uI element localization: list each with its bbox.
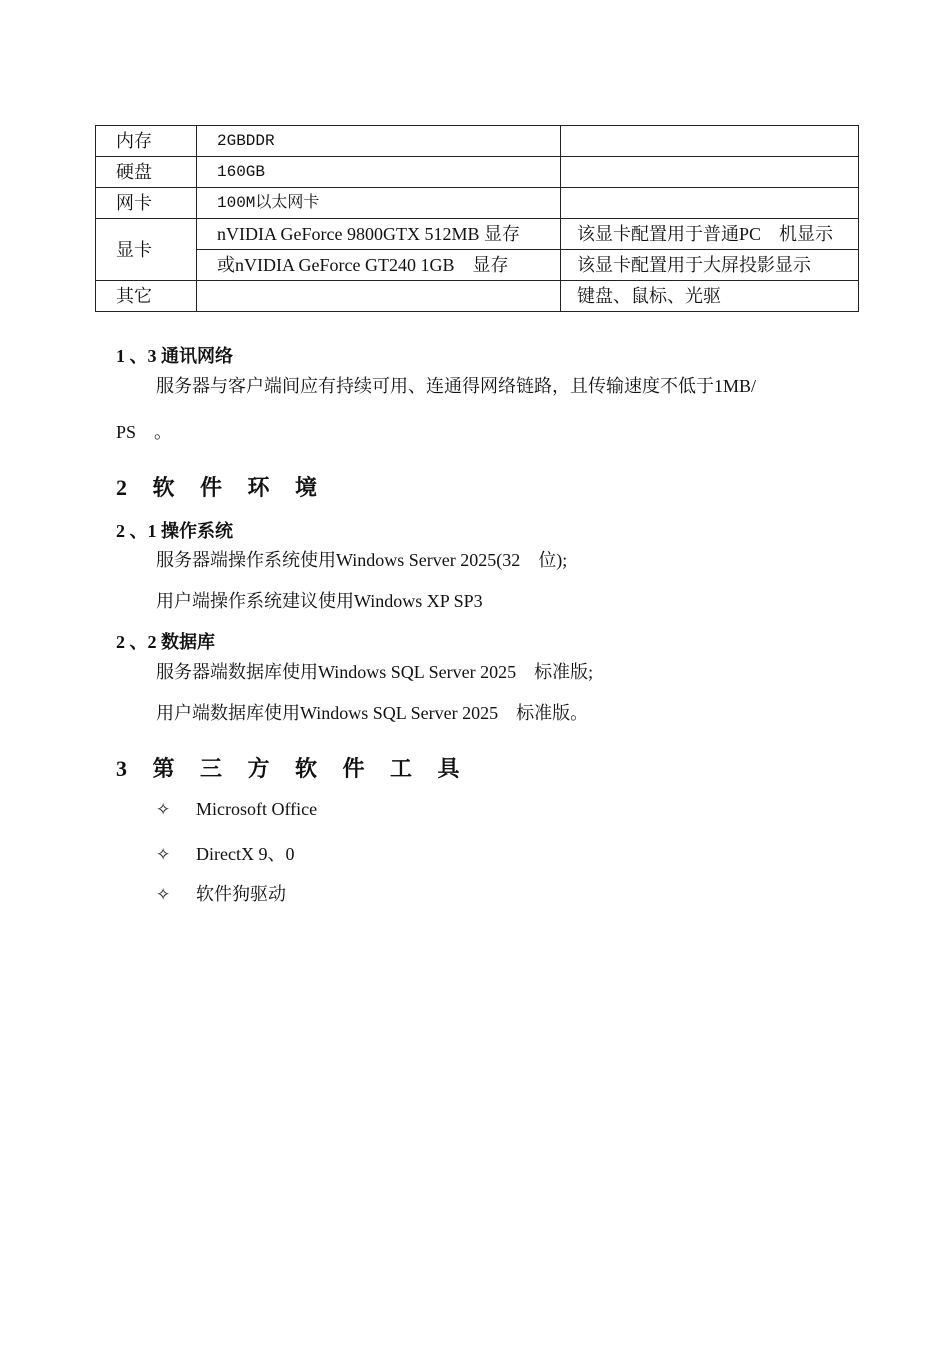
row-label: 硬盘 bbox=[96, 157, 197, 188]
heading-third-party-tools: 3 第 三 方 软 件 工 具 bbox=[116, 756, 470, 781]
table-row bbox=[96, 250, 859, 281]
row-spec: 100M以太网卡 bbox=[197, 188, 561, 219]
row-label: 显卡 bbox=[96, 219, 197, 281]
table-row bbox=[96, 281, 859, 312]
row-note: 该显卡配置用于普通PC 机显示 bbox=[561, 219, 859, 250]
hardware-spec-table bbox=[95, 125, 859, 312]
os-server-line: 服务器端操作系统使用Windows Server 2025(32 位); bbox=[156, 550, 568, 570]
star-bullet-icon: ✧ bbox=[156, 800, 171, 820]
table-row bbox=[96, 157, 859, 188]
heading-2-1: 2 、1 操作系统 bbox=[116, 521, 233, 541]
row-label: 内存 bbox=[96, 126, 197, 157]
row-note: 该显卡配置用于大屏投影显示 bbox=[561, 250, 859, 281]
row-label: 其它 bbox=[96, 281, 197, 312]
paragraph-network-cont: PS 。 bbox=[116, 422, 173, 442]
heading-software-env: 2 软 件 环 境 bbox=[116, 475, 328, 500]
heading-2-2: 2 、2 数据库 bbox=[116, 632, 215, 652]
row-spec bbox=[197, 281, 561, 312]
list-item bbox=[156, 880, 286, 906]
row-note bbox=[561, 188, 859, 219]
row-spec: nVIDIA GeForce 9800GTX 512MB 显存 bbox=[197, 219, 561, 250]
row-note: 键盘、鼠标、光驱 bbox=[561, 281, 859, 312]
table-row bbox=[96, 219, 859, 250]
star-bullet-icon: ✧ bbox=[156, 845, 171, 865]
db-server-line: 服务器端数据库使用Windows SQL Server 2025 标准版; bbox=[156, 662, 594, 682]
row-spec: 160GB bbox=[197, 157, 561, 188]
list-item bbox=[156, 799, 317, 820]
db-client-line: 用户端数据库使用Windows SQL Server 2025 标准版。 bbox=[156, 703, 589, 723]
row-spec: 2GBDDR bbox=[197, 126, 561, 157]
table-row bbox=[96, 188, 859, 219]
star-bullet-icon: ✧ bbox=[156, 885, 171, 905]
list-item bbox=[156, 840, 294, 866]
row-label: 网卡 bbox=[96, 188, 197, 219]
table-row bbox=[96, 126, 859, 157]
os-client-line: 用户端操作系统建议使用Windows XP SP3 bbox=[156, 591, 483, 611]
list-item-label: DirectX 9、0 bbox=[196, 844, 295, 864]
list-item-label: 软件狗驱动 bbox=[196, 884, 286, 904]
list-item-label: Microsoft Office bbox=[196, 799, 318, 819]
row-note bbox=[561, 157, 859, 188]
row-spec: 或nVIDIA GeForce GT240 1GB 显存 bbox=[197, 250, 561, 281]
heading-1-3: 1 、3 通讯网络 bbox=[116, 346, 233, 366]
paragraph-network: 服务器与客户端间应有持续可用、连通得网络链路，且传输速度不低于1MB/ bbox=[156, 376, 757, 396]
row-note bbox=[561, 126, 859, 157]
